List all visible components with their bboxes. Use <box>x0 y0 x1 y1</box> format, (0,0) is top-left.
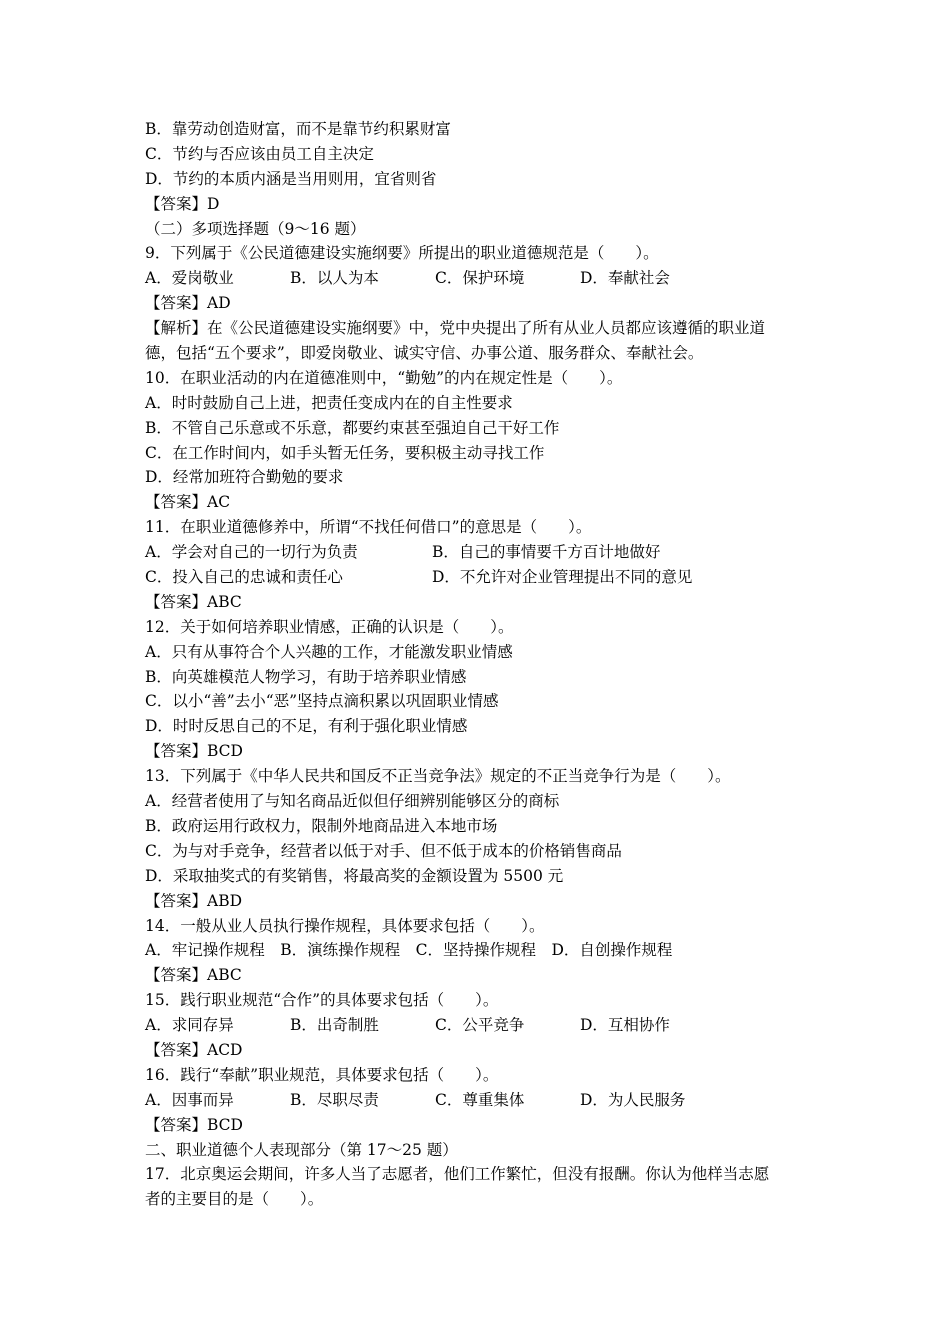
option-a: A．爱岗敬业 <box>145 269 234 288</box>
question-11: 11．在职业道德修养中，所谓“不找任何借口”的意思是（ ）。 <box>145 518 592 537</box>
option-c: C．公平竞争 <box>435 1016 525 1035</box>
option-line: B．靠劳动创造财富，而不是靠节约积累财富 <box>145 120 451 138</box>
answer-11: 【答案】ABC <box>145 592 242 611</box>
question-10: 10．在职业活动的内在道德准则中，“勤勉”的内在规定性是（ ）。 <box>145 368 623 387</box>
question-17-cont: 者的主要目的是（ ）。 <box>145 1190 324 1209</box>
option-b: B．出奇制胜 <box>290 1016 379 1035</box>
answer-line: 【答案】D <box>145 194 220 213</box>
option-c: C．在工作时间内，如手头暂无任务，要积极主动寻找工作 <box>145 443 545 462</box>
option-a: A．只有从事符合个人兴趣的工作，才能激发职业情感 <box>145 642 513 661</box>
option-a: A．经营者使用了与知名商品近似但仔细辨别能够区分的商标 <box>145 792 560 811</box>
option-a: A．求同存异 <box>145 1016 234 1035</box>
question-17: 17．北京奥运会期间，许多人当了志愿者，他们工作繁忙，但没有报酬。你认为他样当志愿 <box>145 1165 770 1184</box>
option-d: D．采取抽奖式的有奖销售，将最高奖的金额设置为 5500 元 <box>145 866 564 885</box>
option-d: D．奉献社会 <box>580 269 670 288</box>
option-b: B．以人为本 <box>290 269 379 288</box>
answer-12: 【答案】BCD <box>145 742 243 761</box>
option-b: B．尽职尽责 <box>290 1090 379 1109</box>
option-line: D．节约的本质内涵是当用则用，宜省则省 <box>145 169 437 188</box>
question-13: 13．下列属于《中华人民共和国反不正当竞争法》规定的不正当竞争行为是（ ）。 <box>145 767 731 786</box>
option-d: D．时时反思自己的不足，有利于强化职业情感 <box>145 717 468 736</box>
option-b: B．向英雄模范人物学习，有助于培养职业情感 <box>145 667 467 686</box>
option-line: C．节约与否应该由员工自主决定 <box>145 144 374 163</box>
question-14: 14．一般从业人员执行操作规程，具体要求包括（ ）。 <box>145 916 545 935</box>
option-c: C．为与对手竞争，经营者以低于对手、但不低于成本的价格销售商品 <box>145 841 622 860</box>
answer-16: 【答案】BCD <box>145 1115 243 1134</box>
answer-13: 【答案】ABD <box>145 891 243 910</box>
question-14-options: A．牢记操作规程 B．演练操作规程 C．坚持操作规程 D．自创操作规程 <box>145 941 673 960</box>
question-15: 15．践行职业规范“合作”的具体要求包括（ ）。 <box>145 991 499 1010</box>
option-b: B．自己的事情要千方百计地做好 <box>432 543 661 562</box>
option-b: B．政府运用行政权力，限制外地商品进入本地市场 <box>145 816 498 835</box>
option-a: A．因事而异 <box>145 1090 234 1109</box>
question-9: 9．下列属于《公民道德建设实施纲要》所提出的职业道德规范是（ ）。 <box>145 244 659 263</box>
answer-15: 【答案】ACD <box>145 1040 243 1059</box>
option-c: C．尊重集体 <box>435 1090 525 1109</box>
question-11-options-cd <box>145 565 815 590</box>
answer-10: 【答案】AC <box>145 493 231 512</box>
answer-9: 【答案】AD <box>145 294 231 313</box>
option-c: C．投入自己的忠诚和责任心 <box>145 568 343 587</box>
question-9-options <box>145 266 815 291</box>
question-11-options-ab <box>145 540 815 565</box>
option-c: C．保护环境 <box>435 269 525 288</box>
question-15-options <box>145 1013 815 1038</box>
section-heading: （二）多项选择题（9～16 题） <box>145 219 366 238</box>
option-d: D．互相协作 <box>580 1016 670 1035</box>
section-heading-2: 二、职业道德个人表现部分（第 17～25 题） <box>145 1140 458 1159</box>
option-a: A．学会对自己的一切行为负责 <box>145 543 358 562</box>
option-d: D．经常加班符合勤勉的要求 <box>145 468 344 487</box>
option-b: B．不管自己乐意或不乐意，都要约束甚至强迫自己干好工作 <box>145 418 560 437</box>
option-d: D．为人民服务 <box>580 1090 686 1109</box>
document-page <box>145 117 815 1212</box>
explanation-9-cont: 德，包括“五个要求”，即爱岗敬业、诚实守信、办事公道、服务群众、奉献社会。 <box>145 344 704 363</box>
question-12: 12．关于如何培养职业情感，正确的认识是（ ）。 <box>145 617 514 636</box>
question-16: 16．践行“奉献”职业规范，具体要求包括（ ）。 <box>145 1065 499 1084</box>
option-d: D．不允许对企业管理提出不同的意见 <box>432 568 693 587</box>
answer-14: 【答案】ABC <box>145 966 242 985</box>
question-16-options <box>145 1088 815 1113</box>
explanation-9: 【解析】在《公民道德建设实施纲要》中，党中央提出了所有从业人员都应该遵循的职业道 <box>145 319 766 338</box>
option-a: A．时时鼓励自己上进，把责任变成内在的自主性要求 <box>145 393 513 412</box>
option-c: C．以小“善”去小“恶”坚持点滴积累以巩固职业情感 <box>145 692 499 711</box>
